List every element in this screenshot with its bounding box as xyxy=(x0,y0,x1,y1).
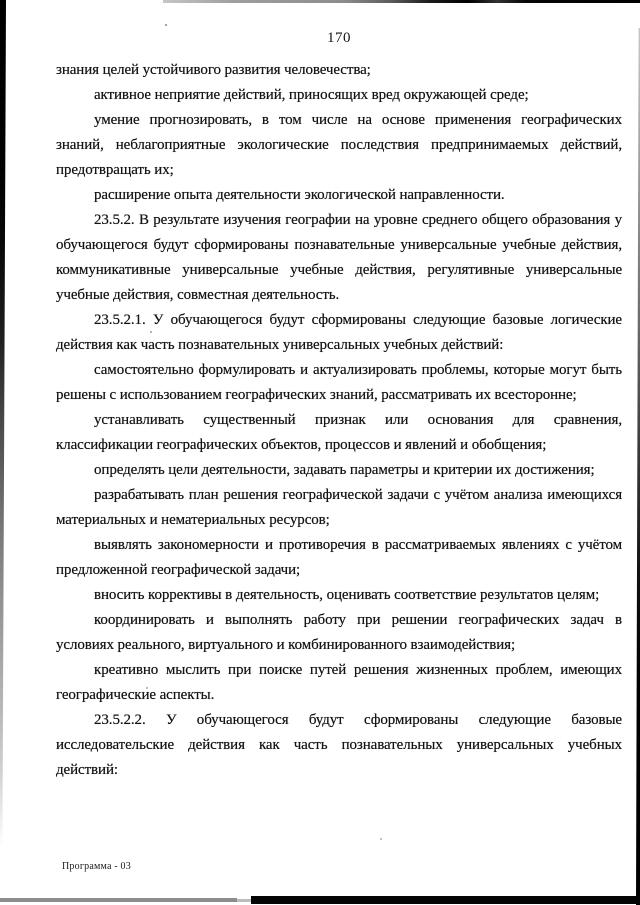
paragraph: 23.5.2. В результате изучения географии на уровне среднего общего образования у обучающегося будут сформированы познавательные универсальные учебные действия, коммуникативные универсальные учебные действия, регулятивные универсальные учебные действия, совместная деятельность. xyxy=(56,212,622,303)
scan-edge-right xyxy=(636,28,640,905)
scan-edge-bottom-join xyxy=(237,899,251,902)
paragraph: умение прогнозировать, в том числе на основе применения географических знаний, неблагоприятные экологические последствия предпринимаемых действий, предотвращать их; xyxy=(56,112,622,178)
paragraph: координировать и выполнять работу при решении географических задач в условиях реального, виртуального и комбинированного взаимодействия; xyxy=(56,612,622,653)
scan-edge-left xyxy=(0,0,6,848)
paragraph: самостоятельно формулировать и актуализировать проблемы, которые могут быть решены с использованием географических знаний, рассматривать их всесторонне; xyxy=(56,362,622,403)
paragraph: расширение опыта деятельности экологической направленности. xyxy=(94,187,505,203)
paragraph: устанавливать существенный признак или основания для сравнения, классификации географических объектов, процессов и явлений и обобщения; xyxy=(56,412,622,453)
scan-edge-bottom-right xyxy=(251,896,640,904)
scan-edge-bottom-left xyxy=(0,898,237,902)
paragraph: разрабатывать план решения географической задачи с учётом анализа имеющихся материальных и нематериальных ресурсов; xyxy=(56,487,622,528)
paragraph: знания целей устойчивого развития человечества; xyxy=(56,62,371,78)
paragraph: 23.5.2.2. У обучающегося будут сформированы следующие базовые исследовательские действия как часть познавательных универсальных учебных действий: xyxy=(56,712,622,778)
document-body xyxy=(56,58,622,783)
scan-speck xyxy=(380,838,382,840)
page-number: 170 xyxy=(327,30,351,46)
paragraph: креативно мыслить при поиске путей решения жизненных проблем, имеющих географические аспекты. xyxy=(56,662,622,703)
paragraph: вносить коррективы в деятельность, оценивать соответствие результатов целям; xyxy=(94,587,600,603)
paragraph: выявлять закономерности и противоречия в рассматриваемых явлениях с учётом предложенной географической задачи; xyxy=(56,537,622,578)
scan-edge-top xyxy=(163,0,640,3)
footer-note: Программа - 03 xyxy=(62,861,131,872)
paragraph: 23.5.2.1. У обучающегося будут сформированы следующие базовые логические действия как часть познавательных универсальных учебных действий: xyxy=(56,312,622,353)
paragraph: определять цели деятельности, задавать параметры и критерии их достижения; xyxy=(94,462,595,478)
scan-speck xyxy=(165,24,167,26)
paragraph: активное неприятие действий, приносящих вред окружающей среде; xyxy=(94,87,529,103)
